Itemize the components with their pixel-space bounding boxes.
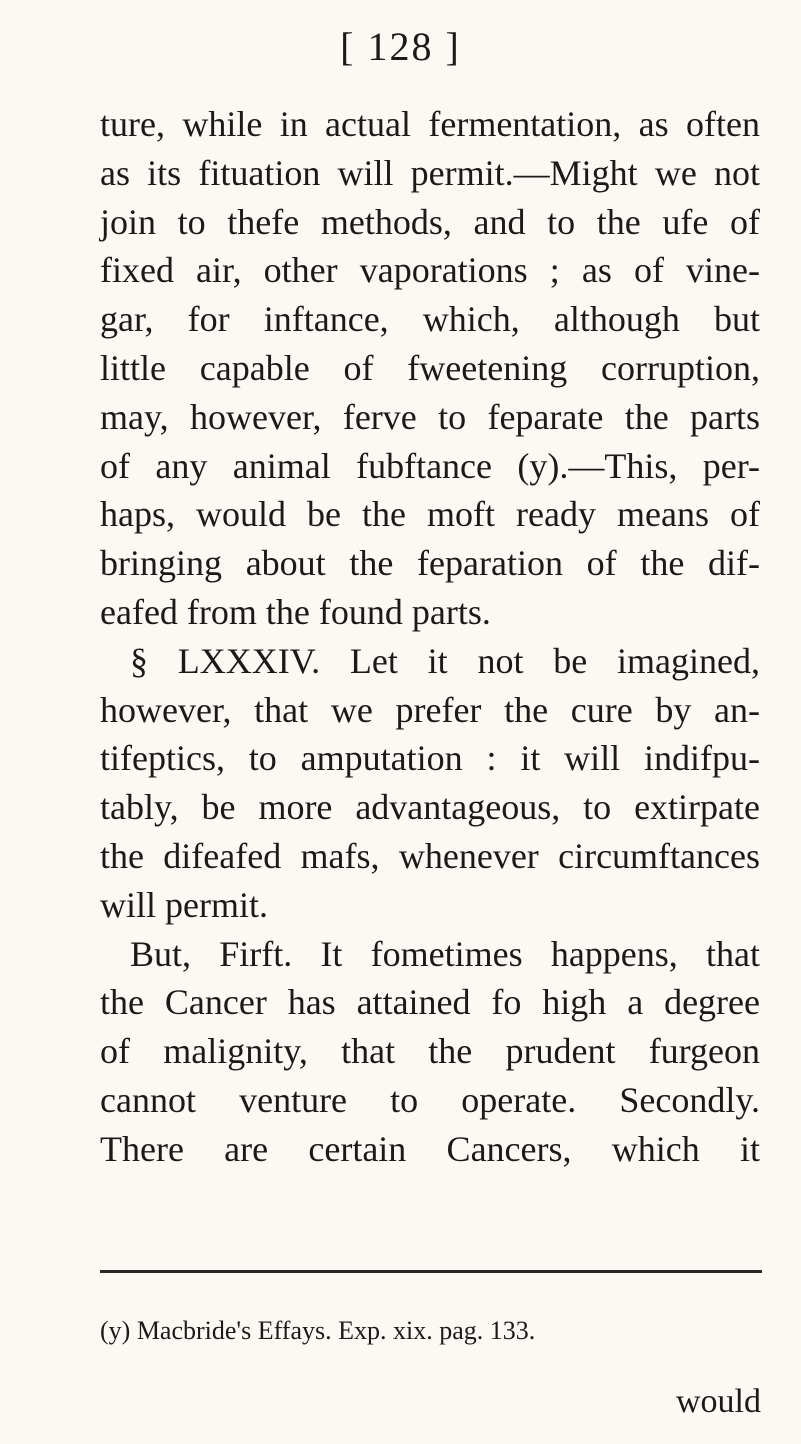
text-line: the Cancer has attained fo high a degree: [100, 982, 760, 1023]
text-line: join to thefe methods, and to the ufe of: [100, 201, 760, 242]
text-line: haps, would be the moft ready means of: [100, 494, 760, 535]
text-line: There are certain Cancers, which it: [100, 1128, 760, 1169]
text-line: fixed air, other vaporations ; as of vine-: [100, 250, 760, 291]
text-line: of malignity, that the prudent furgeon: [100, 1031, 760, 1072]
text-line: little capable of fweetening corruption,: [100, 347, 760, 388]
text-line: gar, for inftance, which, although but: [100, 299, 760, 340]
text-line: may, however, ferve to feparate the parts: [100, 396, 760, 437]
footnote-rule: [100, 1270, 762, 1273]
text-line: eafed from the found parts.: [100, 591, 491, 632]
text-line: tifeptics, to amputation : it will indifpu-: [100, 738, 760, 779]
text-line: ture, while in actual fermentation, as often: [100, 104, 760, 144]
text-line: of any animal fubftance (y).—This, per-: [100, 445, 760, 486]
text-line: cannot venture to operate. Secondly.: [100, 1079, 760, 1120]
section-heading-line: § LXXXIV. Let it not be imagined,: [130, 640, 760, 681]
text-line: But, Firft. It fometimes happens, that: [130, 933, 760, 974]
text-line: as its fituation will permit.—Might we not: [100, 152, 760, 193]
text-line: tably, be more advantageous, to extirpate: [100, 787, 760, 828]
catchword: would: [676, 1383, 761, 1420]
text-line: the difeafed mafs, whenever circumftances: [100, 835, 760, 876]
footnote: (y) Macbride's Effays. Exp. xix. pag. 133.: [100, 1316, 536, 1345]
page-number: [ 128 ]: [340, 24, 461, 69]
text-line: will permit.: [100, 884, 268, 925]
text-line: bringing about the feparation of the dif-: [100, 543, 760, 584]
body-text: [100, 100, 760, 1174]
text-line: however, that we prefer the cure by an-: [100, 689, 760, 730]
